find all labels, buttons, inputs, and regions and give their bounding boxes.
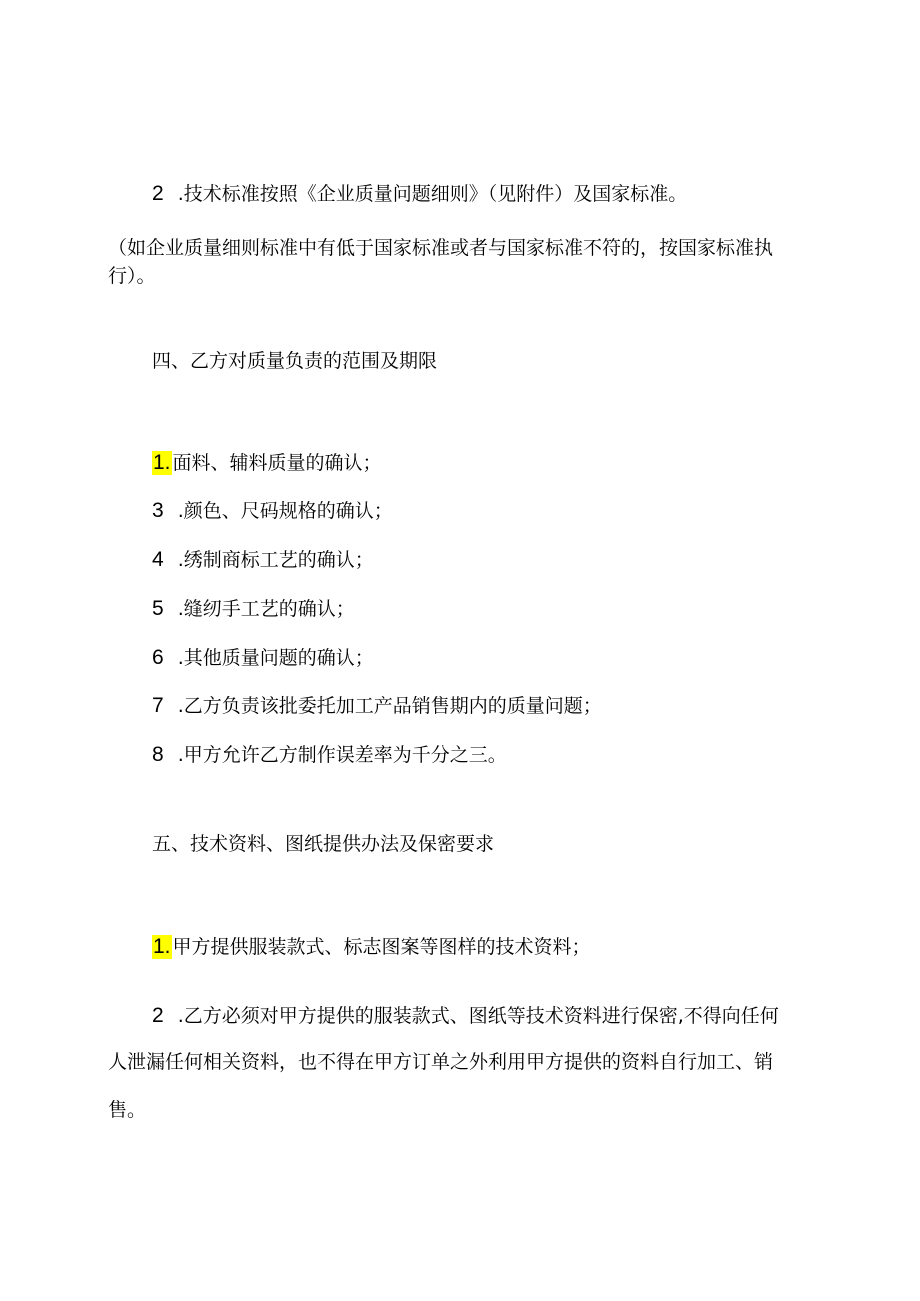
item-number: 3 xyxy=(152,499,164,522)
item-number-highlighted: 1. xyxy=(153,451,171,474)
section5-item-2-line1 xyxy=(152,1004,779,1028)
item-number: 7 xyxy=(152,694,164,717)
item-text: .颜色、尺码规格的确认； xyxy=(177,500,393,522)
section4-item-3 xyxy=(152,499,393,523)
section5-item-1 xyxy=(152,935,591,959)
clause3-item2 xyxy=(152,182,687,206)
item-number: 6 xyxy=(152,646,164,669)
item-text: .其他质量问题的确认； xyxy=(177,647,374,669)
item-text: .绣制商标工艺的确认； xyxy=(177,549,374,571)
section4-item-4 xyxy=(152,548,374,572)
item-text: .甲方允许乙方制作误差率为千分之三。 xyxy=(177,744,507,766)
item-number-highlighted: 1. xyxy=(153,935,171,958)
section4-item-1 xyxy=(152,451,382,475)
item-text: .乙方负责该批委托加工产品销售期内的质量问题； xyxy=(177,695,602,717)
section5-item-2-line2: 人泄漏任何相关资料，也不得在甲方订单之外利用甲方提供的资料自行加工、销 xyxy=(108,1051,774,1073)
item-text: 甲方提供服装款式、标志图案等图样的技术资料； xyxy=(172,936,591,958)
section4-heading: 四、乙方对质量负责的范围及期限 xyxy=(152,350,438,372)
clause3-note-line1: （如企业质量细则标准中有低于国家标准或者与国家标准不符的，按国家标准执 xyxy=(108,237,774,259)
item-text: .缝纫手工艺的确认； xyxy=(177,598,355,620)
section5-item-2-line3: 售。 xyxy=(108,1099,147,1121)
section4-item-5 xyxy=(152,597,355,621)
section4-item-7 xyxy=(152,694,602,718)
item-number: 2 xyxy=(152,182,164,205)
item-text: .乙方必须对甲方提供的服装款式、图纸等技术资料进行保密,不得向任何 xyxy=(177,1005,779,1027)
item-number: 5 xyxy=(152,597,164,620)
clause3-note-line2: 行）。 xyxy=(108,265,156,287)
item-number: 8 xyxy=(152,743,164,766)
section4-item-6 xyxy=(152,646,374,670)
section5-heading: 五、技术资料、图纸提供办法及保密要求 xyxy=(152,833,495,855)
item-number: 2 xyxy=(152,1004,164,1027)
item-text: .技术标准按照《企业质量问题细则》（见附件）及国家标准。 xyxy=(177,183,688,205)
item-text: 面料、辅料质量的确认； xyxy=(172,452,382,474)
item-number: 4 xyxy=(152,548,164,571)
section4-item-8 xyxy=(152,743,507,767)
